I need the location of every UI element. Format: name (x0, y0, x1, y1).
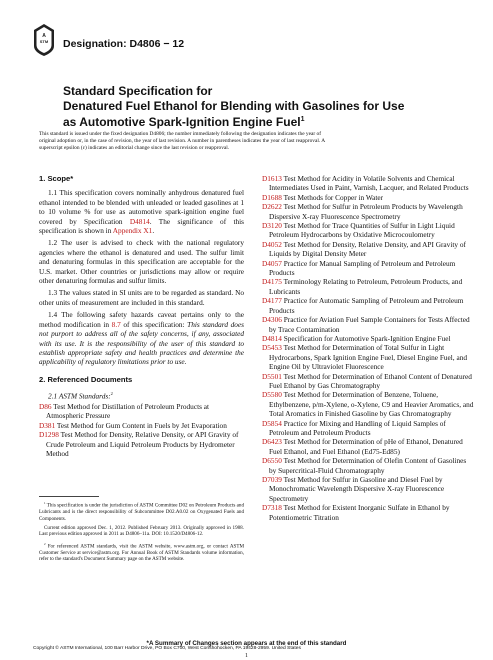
svg-text:A: A (42, 33, 46, 39)
scope-para-3: 1.3 The values stated in SI units are to be regarded as standard. No other units of measurement are included in this standard. (39, 288, 244, 307)
reference-title: Test Method for Determination of Olefin Content of Gasolines by Supercritical-Fluid Chromatography (269, 456, 467, 475)
scope-para-1: 1.1 This specification covers nominally anhydrous denatured fuel ethanol intended to be blended with unleaded or leaded gasolines at 1 to 10 volume % for use as automotive spark-ignition engine fuel covered by Specification D4814. The significance of this specification is shown in Appendix X1. (39, 188, 244, 236)
reference-item (262, 503, 474, 522)
reference-code-link[interactable]: D5501 (262, 371, 282, 381)
scope-para-4: 1.4 The following safety hazards caveat pertains only to the method modification in 8.7 of this specification: This standard does not purport to address all of the safety concerns, if any, associated with its use. It is the responsibility of the user of this standard to establish appropriate safety and health practices and determine the applicability of regulatory limitations prior to use. (39, 310, 244, 367)
standard-note-line: original adoption or, in the case of revision, the year of last revision. A number in parentheses indicates the year of last reapproval. A (39, 137, 326, 144)
footnote-1-edition: Current edition approved Dec. 1, 2012. Published February 2013. Originally approved in 1988. Last previous edition approved in 2011 as D4806–11a. DOI: 10.1520/D4806-12. (39, 524, 244, 538)
reference-item (262, 296, 474, 315)
footnote-1: $^1$ This specification is under the jurisdiction of ASTM Committee D02 on Petroleum Products and Lubricants and is the direct responsibility of Subcommittee D02.A0.02 on Oxygenated Fuels and Components. (39, 501, 244, 522)
reference-title: Practice for Aviation Fuel Sample Containers for Tests Affected by Trace Contamination (269, 315, 470, 334)
reference-title: Test Method for Sulfur in Petroleum Products by Wavelength Dispersive X-ray Fluorescence Spectrometry (269, 202, 463, 221)
reference-title: Test Method for Determination of Benzene, Toluene, Ethylbenzene, p/m-Xylene, o-Xylene, C9 and Heavier Aromatics, and Total Aromatics in Finished Gasoline by Gas Chromatography (269, 390, 474, 419)
reference-item (262, 372, 474, 391)
reference-code-link[interactable]: D1613 (262, 174, 282, 183)
refdocs-subheading: 2.1 ASTM Standards:$^2$ (48, 391, 113, 401)
reference-code-link[interactable]: D381 (39, 420, 56, 430)
link-appendix-x1[interactable]: Appendix X1 (112, 226, 153, 236)
scope-para-2: 1.2 The user is advised to check with the national regulatory agencies where the ethanol is denatured and used. The sulfur limit and denaturing formulas in this specification are acceptable for the U.S. market. Other countries or jurisdictions may allow or require other denaturing formulas and sulfur limits. (39, 238, 244, 286)
reference-title: Specification for Automotive Spark-Ignition Engine Fuel (283, 333, 451, 343)
standard-note-line: This standard is issued under the fixed designation D4806; the number immediately following the designation indicates the year of (39, 131, 322, 137)
reference-code-link[interactable]: D1688 (262, 192, 282, 202)
reference-code-link[interactable]: D7039 (262, 475, 282, 484)
reference-item (262, 437, 474, 456)
reference-item (262, 259, 474, 278)
title-block (63, 84, 463, 130)
reference-item (262, 343, 474, 371)
reference-item (262, 419, 474, 438)
reference-title: Test Method for Distillation of Petroleum Products at Atmospheric Pressure (46, 401, 210, 421)
reference-code-link[interactable]: D4177 (262, 296, 282, 306)
reference-list-right (262, 174, 474, 522)
footnote-2: $^2$ For referenced ASTM standards, visit the ASTM website, www.astm.org, or contact ASTM Customer Service at service@astm.org. For Annual Book of ASTM Standards volume information, refer to the standard's Document Summary page on the ASTM website. (39, 541, 244, 563)
reference-item (262, 221, 474, 240)
standard-note (39, 131, 459, 151)
reference-title: Test Method for Acidity in Volatile Solvents and Chemical Intermediates Used in Paint, Varnish, Lacquer, and Related Products (269, 174, 469, 193)
title-line-1: Standard Specification for (63, 84, 213, 98)
reference-title: Test Method for Trace Quantities of Sulfur in Light Liquid Petroleum Hydrocarbons by Oxidative Microcoulometry (269, 221, 455, 240)
reference-item (39, 402, 244, 421)
reference-list-left (39, 402, 244, 458)
reference-code-link[interactable]: D4306 (262, 315, 282, 325)
reference-code-link[interactable]: D4175 (262, 277, 282, 287)
reference-title: Practice for Mixing and Handling of Liquid Samples of Petroleum and Petroleum Products (269, 418, 446, 437)
reference-item (262, 475, 474, 503)
reference-item (262, 240, 474, 259)
footnotes (39, 496, 244, 566)
reference-code-link[interactable]: D5580 (262, 390, 282, 400)
reference-title: Test Method for Determination of Ethanol Content of Denatured Fuel Ethanol by Gas Chromatography (269, 371, 472, 390)
reference-code-link[interactable]: D4814 (262, 333, 282, 343)
reference-code-link[interactable]: D5453 (262, 343, 282, 353)
reference-code-link[interactable]: D6550 (262, 456, 282, 466)
svg-text:STM: STM (39, 39, 49, 44)
reference-title: Test Method for Determination of pHe of Ethanol, Denatured Fuel Ethanol, and Fuel Ethanol (Ed75-Ed85) (269, 437, 463, 456)
reference-item (262, 390, 474, 418)
reference-code-link[interactable]: D86 (39, 401, 52, 411)
copyright: Copyright © ASTM International, 100 Barr Harbor Drive, PO Box C700, West Conshohocken, PA 19428-2959. United States (33, 646, 301, 651)
reference-code-link[interactable]: D5854 (262, 418, 282, 428)
reference-title: Test Method for Gum Content in Fuels by Jet Evaporation (56, 420, 227, 430)
right-column (262, 174, 474, 522)
reference-item (262, 202, 474, 221)
astm-logo (34, 24, 54, 56)
reference-title: Practice for Manual Sampling of Petroleum and Petroleum Products (269, 258, 456, 278)
reference-item (262, 315, 474, 334)
reference-title: Test Method for Sulfur in Gasoline and Diesel Fuel by Monochromatic Wavelength Dispersive X-ray Fluorescence Spectrometry (269, 475, 445, 503)
reference-item (262, 193, 474, 202)
reference-item (262, 456, 474, 475)
refdocs-heading: 2. Referenced Documents (39, 374, 133, 384)
reference-code-link[interactable]: D7318 (262, 503, 282, 513)
page-number: 1 (245, 653, 248, 659)
scope-heading: 1. Scope* (39, 174, 74, 183)
title-line-2: Denatured Fuel Ethanol for Blending with Gasolines for Use (63, 98, 405, 113)
link-d4814[interactable]: D4814 (129, 216, 150, 226)
reference-title: Practice for Automatic Sampling of Petroleum and Petroleum Products (269, 296, 464, 315)
reference-title: Test Method for Determination of Total Sulfur in Light Hydrocarbons, Spark Ignition Engine Fuel, Diesel Engine Fuel, and Engine Oil by Ultraviolet Fluorescence (269, 343, 467, 372)
reference-title: Test Methods for Copper in Water (283, 192, 384, 202)
reference-item (39, 421, 244, 430)
reference-code-link[interactable]: D1298 (39, 430, 59, 440)
reference-title: Test Method for Density, Relative Density, or API Gravity of Crude Petroleum and Liquid Petroleum Products by Hydrometer Method (46, 430, 239, 458)
reference-title: Terminology Relating to Petroleum, Petroleum Products, and Lubricants (269, 277, 463, 296)
footnote-rule (39, 496, 99, 497)
reference-item (262, 174, 474, 193)
reference-title: Test Method for Density, Relative Density, and API Gravity of Liquids by Digital Density Meter (269, 239, 466, 259)
reference-code-link[interactable]: D6423 (262, 437, 282, 447)
reference-code-link[interactable]: D3120 (262, 221, 282, 231)
summary-note: *A Summary of Changes section appears at the end of this standard (146, 640, 347, 647)
reference-item (39, 430, 244, 458)
designation: Designation: D4806 − 12 (63, 38, 185, 50)
left-column (39, 174, 244, 458)
link-section-8-7[interactable]: 8.7 (111, 319, 121, 329)
reference-item (262, 277, 474, 296)
title-line-3: as Automotive Spark-Ignition Engine Fuel$^1$ (63, 115, 305, 129)
reference-code-link[interactable]: D4057 (262, 258, 282, 268)
reference-code-link[interactable]: D4052 (262, 239, 282, 249)
reference-code-link[interactable]: D2622 (262, 202, 282, 212)
reference-title: Test Method for Existent Inorganic Sulfate in Ethanol by Potentiometric Titration (269, 503, 450, 522)
standard-note-line: superscript epsilon (ε) indicates an editorial change since the last revision or reapproval. (39, 144, 230, 151)
reference-item (262, 334, 474, 343)
